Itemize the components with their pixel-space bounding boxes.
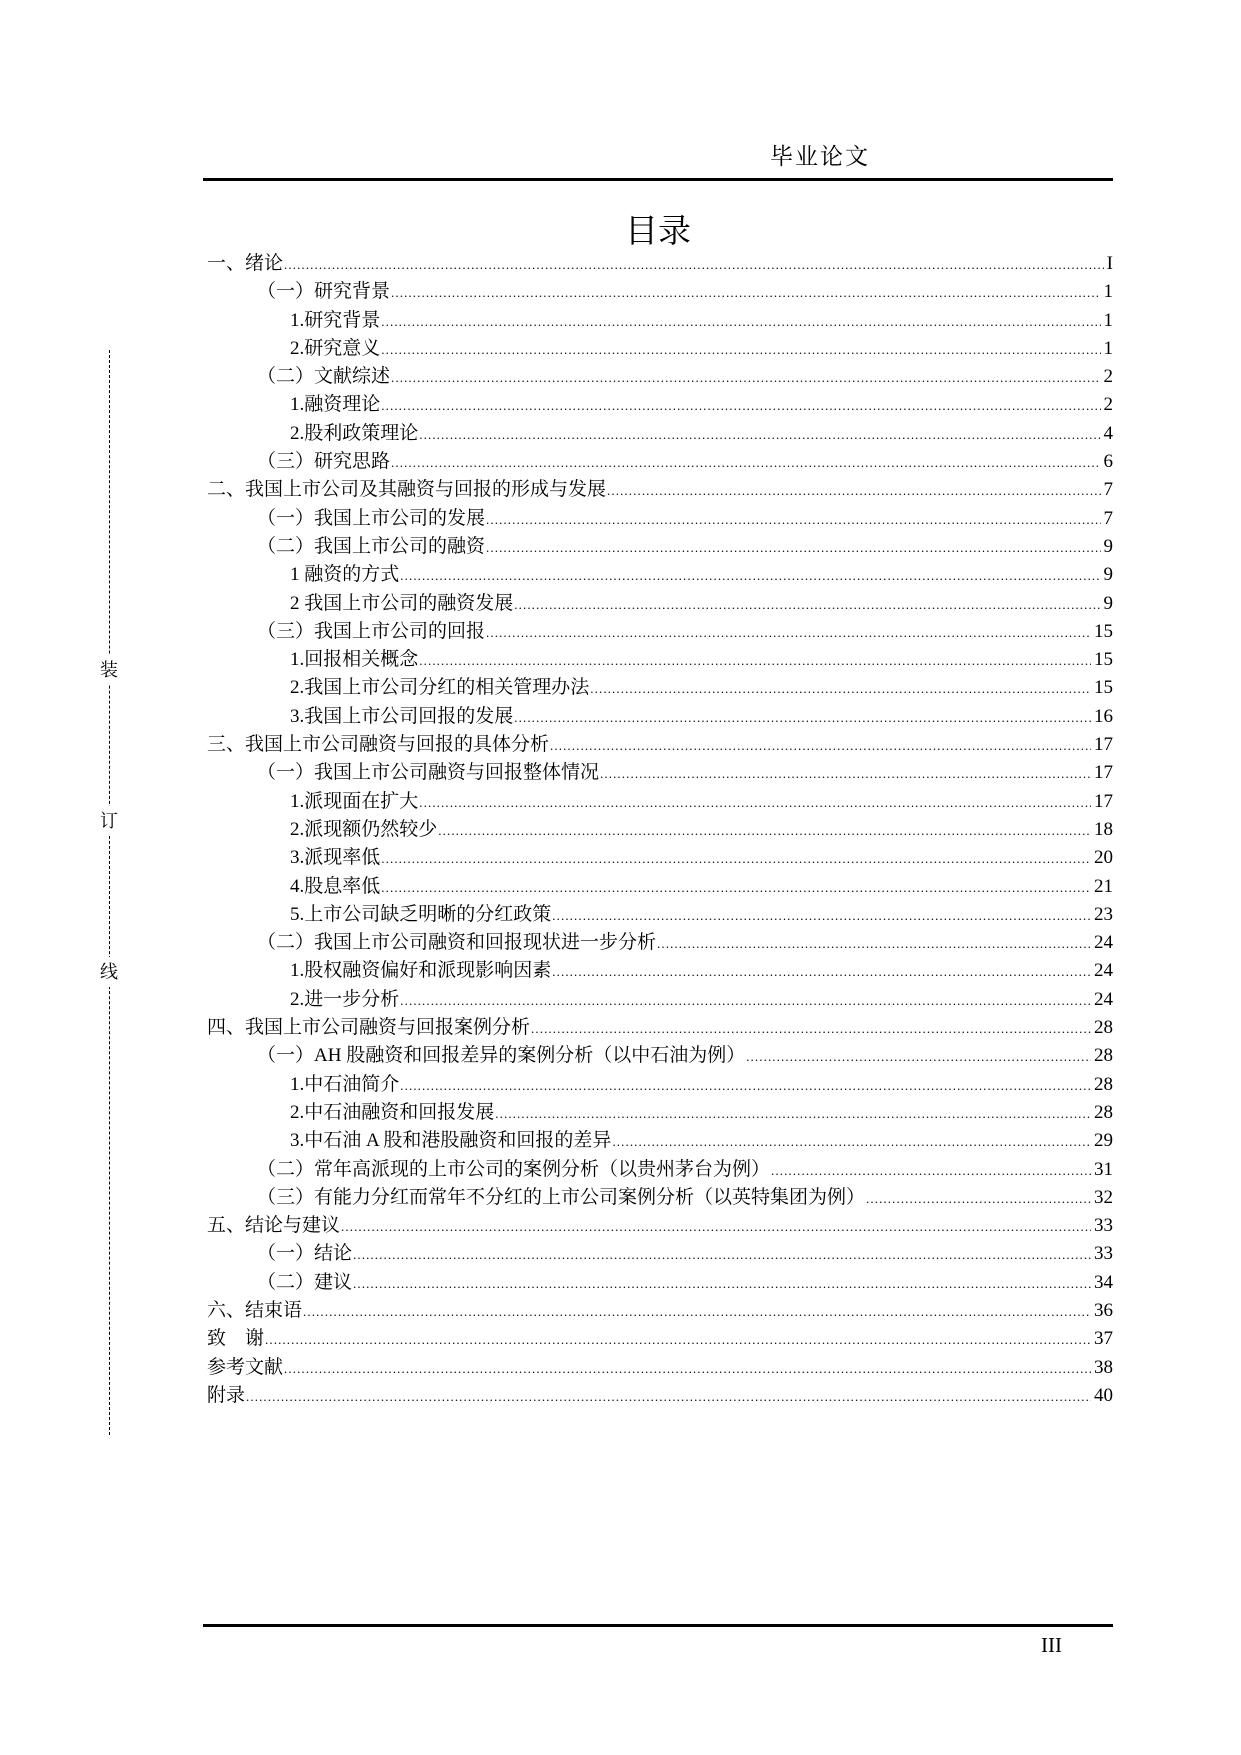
toc-entry-label: 3.我国上市公司回报的发展 bbox=[290, 705, 514, 727]
toc-entry bbox=[207, 1042, 1113, 1070]
toc-leader-dots bbox=[303, 1298, 1091, 1326]
toc-entry-label: 1.研究背景 bbox=[290, 309, 381, 331]
toc-entry-label: 4.股息率低 bbox=[290, 875, 381, 897]
toc-entry-label: （二）常年高派现的上市公司的案例分析（以贵州茅台为例） bbox=[257, 1158, 771, 1180]
toc-leader-dots bbox=[381, 336, 1100, 364]
toc-entry-label: （二）建议 bbox=[257, 1271, 353, 1293]
toc-entry-page: 6 bbox=[1103, 451, 1113, 473]
toc-entry-page: 17 bbox=[1094, 790, 1113, 812]
toc-entry-page: 36 bbox=[1094, 1299, 1113, 1321]
toc-entry-label: 2 我国上市公司的融资发展 bbox=[290, 592, 514, 614]
toc-entry-page: 28 bbox=[1094, 1017, 1113, 1039]
toc-leader-dots bbox=[552, 958, 1091, 986]
toc-leader-dots bbox=[486, 534, 1100, 562]
binding-char-zhuang: 装 bbox=[98, 655, 120, 685]
toc-leader-dots bbox=[531, 1015, 1091, 1043]
toc-entry-page: 28 bbox=[1094, 1073, 1113, 1095]
toc-entry-label: 2.研究意义 bbox=[290, 337, 381, 359]
toc-entry-page: 15 bbox=[1094, 677, 1113, 699]
toc-leader-dots bbox=[486, 506, 1100, 534]
toc-entry-label: （一）我国上市公司的发展 bbox=[257, 507, 486, 529]
table-of-contents bbox=[207, 250, 1113, 1410]
toc-entry-page: 1 bbox=[1103, 337, 1113, 359]
toc-entry-page: 21 bbox=[1094, 875, 1113, 897]
toc-leader-dots bbox=[391, 279, 1100, 307]
toc-leader-dots bbox=[607, 477, 1100, 505]
toc-entry bbox=[207, 420, 1113, 448]
toc-entry-page: 24 bbox=[1094, 960, 1113, 982]
toc-entry-page: 15 bbox=[1094, 620, 1113, 642]
toc-entry-label: 六、结束语 bbox=[207, 1299, 303, 1321]
toc-entry-page: 28 bbox=[1094, 1101, 1113, 1123]
toc-entry bbox=[207, 1127, 1113, 1155]
toc-entry bbox=[207, 1297, 1113, 1325]
toc-entry-label: 1 融资的方式 bbox=[290, 564, 400, 586]
toc-entry-label: 1.融资理论 bbox=[290, 394, 381, 416]
toc-leader-dots bbox=[590, 675, 1091, 703]
toc-leader-dots bbox=[746, 1043, 1091, 1071]
toc-leader-dots bbox=[381, 392, 1100, 420]
toc-entry bbox=[207, 618, 1113, 646]
toc-entry-label: 1.中石油简介 bbox=[290, 1073, 400, 1095]
toc-leader-dots bbox=[612, 1128, 1091, 1156]
toc-entry-page: 28 bbox=[1094, 1045, 1113, 1067]
toc-entry bbox=[207, 391, 1113, 419]
toc-leader-dots bbox=[400, 987, 1091, 1015]
toc-entry bbox=[207, 278, 1113, 306]
toc-leader-dots bbox=[246, 1383, 1091, 1411]
toc-leader-dots bbox=[400, 562, 1100, 590]
toc-entry bbox=[207, 561, 1113, 589]
toc-entry-label: （二）我国上市公司的融资 bbox=[257, 535, 486, 557]
binding-char-xian: 线 bbox=[98, 957, 120, 987]
toc-leader-dots bbox=[284, 251, 1104, 279]
toc-entry-page: 1 bbox=[1103, 309, 1113, 331]
footer-rule bbox=[203, 1624, 1113, 1627]
toc-leader-dots bbox=[284, 1355, 1091, 1383]
toc-entry-page: 7 bbox=[1103, 507, 1113, 529]
toc-leader-dots bbox=[265, 1326, 1091, 1354]
toc-leader-dots bbox=[514, 704, 1091, 732]
binding-char-ding: 订 bbox=[98, 806, 120, 836]
page-number: III bbox=[1041, 1633, 1062, 1657]
toc-leader-dots bbox=[391, 364, 1100, 392]
toc-entry bbox=[207, 731, 1113, 759]
toc-entry-page: 29 bbox=[1094, 1130, 1113, 1152]
toc-leader-dots bbox=[341, 1213, 1091, 1241]
toc-entry bbox=[207, 590, 1113, 618]
toc-entry-page: 9 bbox=[1103, 535, 1113, 557]
toc-entry bbox=[207, 533, 1113, 561]
toc-entry-page: 2 bbox=[1103, 366, 1113, 388]
toc-entry bbox=[207, 335, 1113, 363]
toc-entry-page: 33 bbox=[1094, 1215, 1113, 1237]
toc-entry-label: （二）文献综述 bbox=[257, 366, 391, 388]
toc-entry-label: （一）我国上市公司融资与回报整体情况 bbox=[257, 762, 600, 784]
toc-leader-dots bbox=[419, 789, 1091, 817]
toc-leader-dots bbox=[495, 1100, 1091, 1128]
toc-entry-page: 37 bbox=[1094, 1328, 1113, 1350]
toc-leader-dots bbox=[391, 449, 1100, 477]
toc-entry-label: 2.中石油融资和回报发展 bbox=[290, 1101, 495, 1123]
toc-entry-label: 3.派现率低 bbox=[290, 847, 381, 869]
toc-entry bbox=[207, 1354, 1113, 1382]
toc-entry-label: 2.派现额仍然较少 bbox=[290, 818, 438, 840]
toc-entry bbox=[207, 844, 1113, 872]
toc-entry-label: 三、我国上市公司融资与回报的具体分析 bbox=[207, 734, 550, 756]
toc-entry-page: 9 bbox=[1103, 564, 1113, 586]
toc-entry-page: 20 bbox=[1094, 847, 1113, 869]
toc-entry-label: 附录 bbox=[207, 1384, 246, 1406]
toc-entry bbox=[207, 816, 1113, 844]
toc-leader-dots bbox=[419, 647, 1091, 675]
toc-entry-label: 一、绪论 bbox=[207, 253, 284, 274]
toc-entry bbox=[207, 1382, 1113, 1410]
toc-entry bbox=[207, 646, 1113, 674]
toc-entry-label: 致 谢 bbox=[207, 1328, 265, 1350]
toc-entry-label: 1.派现面在扩大 bbox=[290, 790, 419, 812]
toc-entry-page: I bbox=[1106, 253, 1113, 274]
toc-entry bbox=[207, 1212, 1113, 1240]
toc-leader-dots bbox=[657, 930, 1091, 958]
running-header-title: 毕业论文 bbox=[770, 144, 870, 169]
toc-leader-dots bbox=[486, 619, 1091, 647]
toc-leader-dots bbox=[353, 1241, 1091, 1269]
toc-entry-label: （三）研究思路 bbox=[257, 451, 391, 473]
toc-entry-label: 四、我国上市公司融资与回报案例分析 bbox=[207, 1017, 531, 1039]
toc-entry bbox=[207, 1269, 1113, 1297]
toc-entry-page: 9 bbox=[1103, 592, 1113, 614]
toc-leader-dots bbox=[353, 1270, 1091, 1298]
toc-entry bbox=[207, 307, 1113, 335]
header-rule bbox=[203, 178, 1113, 181]
toc-leader-dots bbox=[866, 1185, 1091, 1213]
toc-entry-page: 16 bbox=[1094, 705, 1113, 727]
toc-entry bbox=[207, 929, 1113, 957]
toc-entry-label: 2.我国上市公司分红的相关管理办法 bbox=[290, 677, 590, 699]
toc-entry bbox=[207, 1156, 1113, 1184]
toc-leader-dots bbox=[438, 817, 1091, 845]
toc-entry-label: 3.中石油 A 股和港股融资和回报的差异 bbox=[290, 1130, 612, 1152]
toc-entry-label: 5.上市公司缺乏明晰的分红政策 bbox=[290, 903, 552, 925]
toc-entry bbox=[207, 1240, 1113, 1268]
toc-entry-page: 24 bbox=[1094, 932, 1113, 954]
toc-entry bbox=[207, 788, 1113, 816]
toc-entry-page: 18 bbox=[1094, 818, 1113, 840]
toc-entry-page: 17 bbox=[1094, 762, 1113, 784]
toc-leader-dots bbox=[419, 421, 1100, 449]
toc-entry-page: 2 bbox=[1103, 394, 1113, 416]
toc-entry-label: 2.股利政策理论 bbox=[290, 422, 419, 444]
toc-entry-label: 2.进一步分析 bbox=[290, 988, 400, 1010]
toc-leader-dots bbox=[771, 1157, 1091, 1185]
toc-entry-page: 17 bbox=[1094, 734, 1113, 756]
toc-leader-dots bbox=[381, 874, 1091, 902]
toc-entry bbox=[207, 250, 1113, 278]
toc-entry bbox=[207, 901, 1113, 929]
toc-entry-label: （一）研究背景 bbox=[257, 281, 391, 303]
toc-entry-label: （二）我国上市公司融资和回报现状进一步分析 bbox=[257, 932, 657, 954]
toc-entry bbox=[207, 1099, 1113, 1127]
toc-leader-dots bbox=[552, 902, 1091, 930]
toc-entry bbox=[207, 1071, 1113, 1099]
toc-entry bbox=[207, 703, 1113, 731]
toc-leader-dots bbox=[550, 732, 1091, 760]
toc-entry bbox=[207, 986, 1113, 1014]
toc-entry bbox=[207, 957, 1113, 985]
toc-entry-page: 24 bbox=[1094, 988, 1113, 1010]
toc-entry bbox=[207, 873, 1113, 901]
toc-entry-label: （一）结论 bbox=[257, 1243, 353, 1265]
toc-entry-label: （三）我国上市公司的回报 bbox=[257, 620, 486, 642]
toc-entry-label: （三）有能力分红而常年不分红的上市公司案例分析（以英特集团为例） bbox=[257, 1186, 866, 1208]
toc-entry-page: 32 bbox=[1094, 1186, 1113, 1208]
toc-entry-page: 34 bbox=[1094, 1271, 1113, 1293]
toc-title: 目录 bbox=[625, 211, 691, 250]
toc-entry-label: 五、结论与建议 bbox=[207, 1215, 341, 1237]
toc-entry bbox=[207, 1184, 1113, 1212]
toc-entry-label: 二、我国上市公司及其融资与回报的形成与发展 bbox=[207, 479, 607, 501]
toc-entry bbox=[207, 476, 1113, 504]
toc-entry bbox=[207, 363, 1113, 391]
toc-entry-label: （一）AH 股融资和回报差异的案例分析（以中石油为例） bbox=[257, 1045, 746, 1067]
toc-entry bbox=[207, 1325, 1113, 1353]
toc-leader-dots bbox=[400, 1072, 1091, 1100]
toc-entry bbox=[207, 448, 1113, 476]
toc-entry-page: 31 bbox=[1094, 1158, 1113, 1180]
toc-leader-dots bbox=[514, 591, 1100, 619]
toc-entry-label: 参考文献 bbox=[207, 1356, 284, 1378]
toc-entry-page: 40 bbox=[1094, 1384, 1113, 1406]
toc-entry bbox=[207, 674, 1113, 702]
toc-entry bbox=[207, 1014, 1113, 1042]
toc-entry-page: 1 bbox=[1103, 281, 1113, 303]
toc-entry-page: 15 bbox=[1094, 649, 1113, 671]
toc-entry bbox=[207, 505, 1113, 533]
toc-entry-page: 7 bbox=[1103, 479, 1113, 501]
toc-entry bbox=[207, 759, 1113, 787]
toc-entry-page: 4 bbox=[1103, 422, 1113, 444]
toc-entry-page: 38 bbox=[1094, 1356, 1113, 1378]
toc-entry-label: 1.股权融资偏好和派现影响因素 bbox=[290, 960, 552, 982]
toc-entry-page: 33 bbox=[1094, 1243, 1113, 1265]
toc-leader-dots bbox=[381, 308, 1100, 336]
toc-leader-dots bbox=[600, 760, 1091, 788]
toc-leader-dots bbox=[381, 845, 1091, 873]
binding-dashed-line bbox=[109, 350, 110, 1435]
toc-entry-label: 1.回报相关概念 bbox=[290, 649, 419, 671]
toc-entry-page: 23 bbox=[1094, 903, 1113, 925]
